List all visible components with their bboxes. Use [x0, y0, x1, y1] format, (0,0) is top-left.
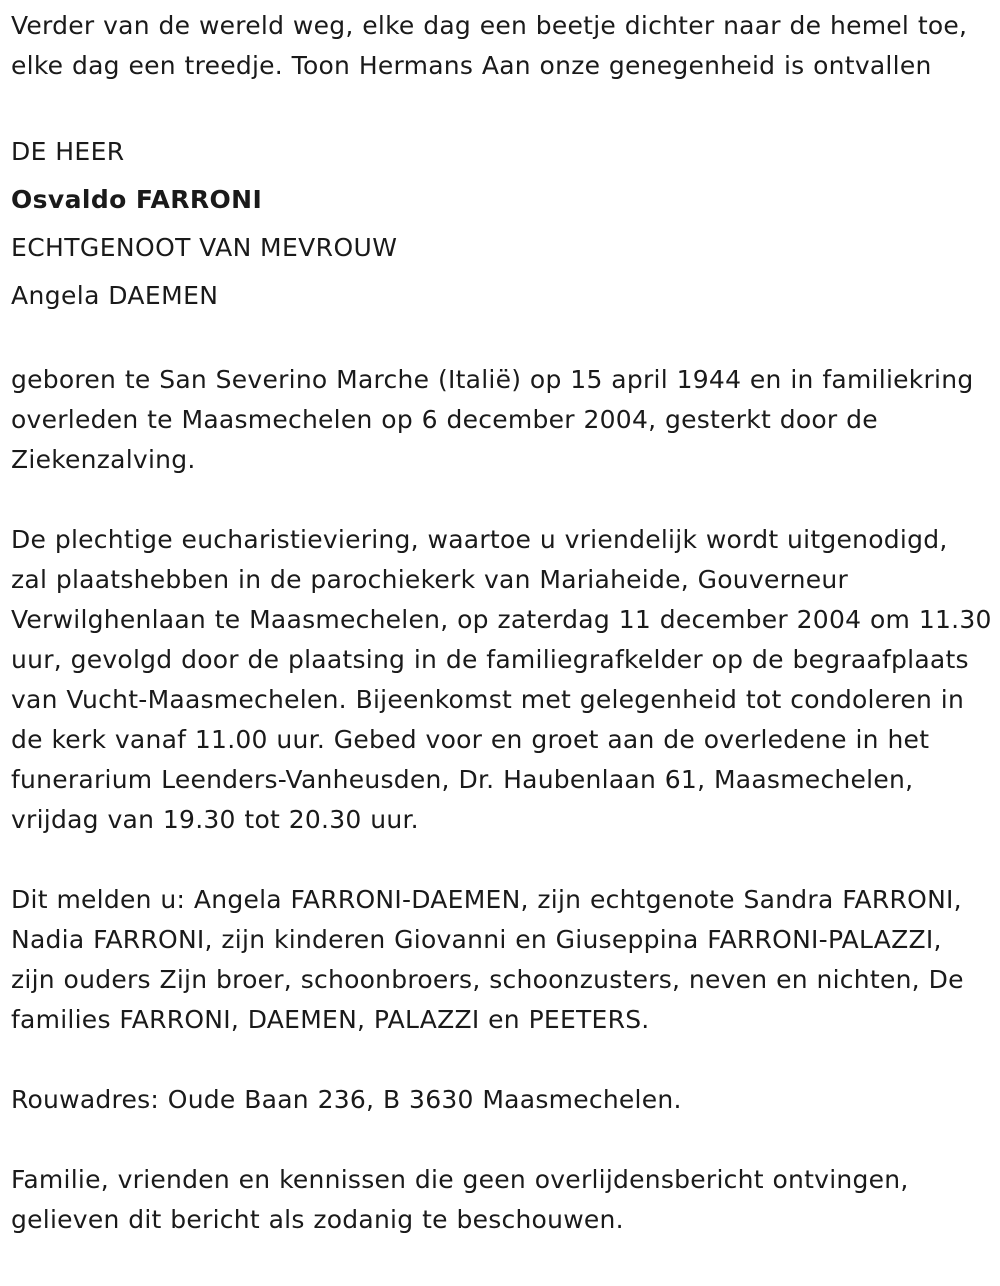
ceremony-paragraph: De plechtige eucharistieviering, waartoe u vriendelijk wordt uitgenodigd, zal plaatshebben in de parochiekerk van Mariaheide, Gouverneur Verwilghenlaan te Maasmechelen, op zaterdag 11 december 2004 om 11.30 uur, gevolgd door de plaatsing in de familiegrafkelder op de begraafplaats van Vucht-Maasmechelen. Bijeenkomst met gelegenheid tot condoleren in de kerk vanaf 11.00 uur. Gebed voor en groet aan de overledene in het funerarium Leenders-Vanheusden, Dr. Haubenlaan 61, Maasmechelen, vrijdag van 19.30 tot 20.30 uur. — [11, 525, 992, 834]
deceased-name: Osvaldo FARRONI — [11, 185, 263, 214]
spacer — [11, 1040, 992, 1080]
spouse-prefix: ECHTGENOOT VAN MEVROUW — [11, 233, 398, 262]
birth-death-paragraph: geboren te San Severino Marche (Italië) op 15 april 1944 en in familiekring overleden te Maasmechelen op 6 december 2004, gesterkt door de Ziekenzalving. — [11, 365, 974, 474]
spacer — [11, 86, 992, 126]
spacer — [11, 1120, 992, 1160]
spacer — [11, 840, 992, 880]
spouse-name: Angela DAEMEN — [11, 281, 219, 310]
spacer — [11, 320, 992, 360]
title-prefix: DE HEER — [11, 137, 125, 166]
mourning-address: Rouwadres: Oude Baan 236, B 3630 Maasmechelen. — [11, 1085, 682, 1114]
family-paragraph: Dit melden u: Angela FARRONI-DAEMEN, zijn echtgenote Sandra FARRONI, Nadia FARRONI, zijn kinderen Giovanni en Giuseppina FARRONI-PALAZZI, zijn ouders Zijn broer, schoonbroers, schoonzusters, neven en nichten, De families FARRONI, DAEMEN, PALAZZI en PEETERS. — [11, 885, 964, 1034]
spacer — [11, 480, 992, 520]
closing-paragraph: Familie, vrienden en kennissen die geen overlijdensbericht ontvingen, gelieven dit bericht als zodanig te beschouwen. — [11, 1165, 909, 1234]
intro-quote: Verder van de wereld weg, elke dag een beetje dichter naar de hemel toe, elke dag een treedje. Toon Hermans Aan onze genegenheid is ontvallen — [11, 11, 968, 80]
